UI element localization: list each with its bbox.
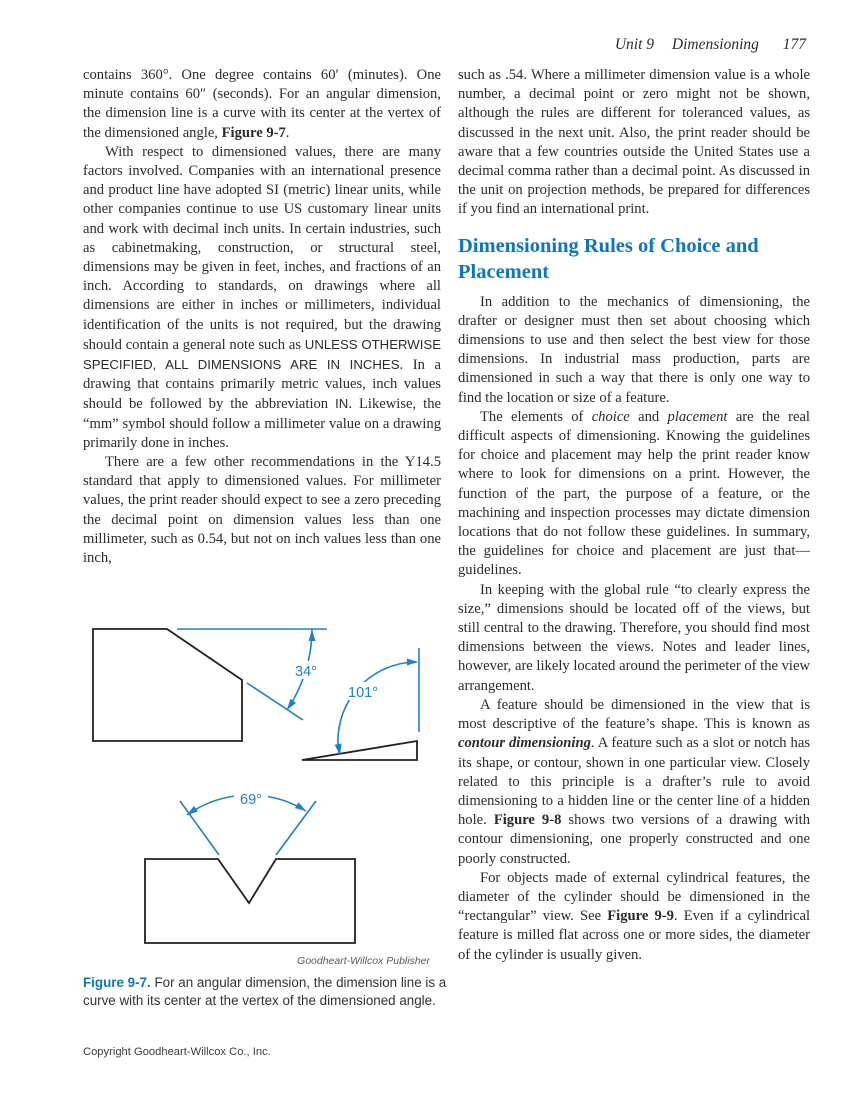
dimension-34-degrees [177, 629, 327, 720]
angle-label-34: 34° [295, 664, 317, 680]
figure-caption-text: For an angular dimension, the dimension line is a curve with its center at the vertex of the dimensioned angle. [83, 975, 447, 1008]
text-segment: placement [667, 408, 728, 425]
text-segment: . In a drawing that contains primarily metric values, inch values should be followed by the abbreviation [83, 357, 441, 413]
text-segment: . Likewise, the “mm” symbol should follow a millimeter value on a drawing primarily done in inches. [83, 396, 441, 451]
dimension-69-degrees [180, 789, 316, 855]
text-segment: A feature should be dimensioned in the view that is most descriptive of the feature’s shape. This is known as [458, 696, 810, 733]
text-segment: In keeping with the global rule “to clearly express the size,” dimensions should be located off of the views, but still central to the drawing. Therefore, you should find most dimensions between the views. Notes and leader lines, however, are likely located around the perimeter of the view arrangement. [458, 581, 810, 694]
arrowhead-icon [284, 699, 296, 712]
text-segment: . [285, 124, 290, 141]
page-number: 177 [782, 36, 806, 53]
text-segment: are the real difficult aspects of dimensioning. Knowing the guidelines for choice and placement may help the print reader know where to look for dimensions on a print. However, the function of the part, the purpose of a feature, or the machining and inspection processes may dictate dimension locations that do not follow these guidelines. In summary, the guidelines for choice and placement are just that—guidelines. [458, 408, 810, 579]
text-segment: . A feature such as a slot or notch has its shape, or contour, shown in one particular view. Closely related to this principle is a drafter’s rule to avoid dimensioning to a hidden line or the center line of a hidden hole. [458, 735, 810, 829]
text-segment: and [629, 408, 668, 425]
dimension-101-degrees [335, 648, 419, 756]
left-column [83, 66, 441, 568]
arrowhead-icon [295, 802, 308, 814]
text-segment: The elements of [480, 408, 592, 425]
text-segment: There are a few other recommendations in the Y14.5 standard that apply to dimensioned values. For millimeter values, the print reader should expect to see a zero preceding the decimal point on dimension values less than one millimeter, such as 0.54, but not on inch values less than one inch, [83, 454, 441, 567]
text-segment: contour dimensioning [458, 735, 591, 752]
figure-caption-label: Figure 9-7. [83, 975, 151, 990]
paragraph [83, 66, 441, 143]
paragraph [458, 293, 810, 408]
paragraph [83, 143, 441, 453]
text-segment: Figure 9-9 [607, 908, 674, 925]
running-head [0, 36, 806, 54]
text-segment: such as .54. Where a millimeter dimension value is a whole number, a decimal point or zero might not be shown, although the rules are different for toleranced values, as discussed in the next unit. Also, the print reader should be aware that a few countries outside the United States use a decimal comma rather than a decimal point. As discussed in the unit on projection methods, be prepared for differences if you find an international print. [458, 67, 810, 218]
section-heading: Dimensioning Rules of Choice and Placement [458, 234, 759, 283]
text-segment: choice [591, 408, 630, 425]
text-segment: In addition to the mechanics of dimensioning, the drafter or designer must then set about choosing which dimensions to use and then select the best view for those dimensions. In industrial mass production, parts are dimensioned in such a way that there is only one way to find the location or size of a feature. [458, 293, 810, 406]
paragraph [83, 453, 441, 568]
wedge-outline [302, 741, 417, 760]
angle-label-101: 101° [348, 685, 378, 701]
paragraph [458, 66, 810, 220]
publisher-credit: Goodheart-Willcox Publisher [297, 955, 430, 967]
unit-label: Unit 9 [614, 36, 655, 53]
copyright-line: Copyright Goodheart-Willcox Co., Inc. [83, 1046, 271, 1058]
text-segment: . Even if a cylindrical feature is milled flat across one or more sides, the diameter of the cylinder is usually given. [458, 908, 810, 963]
text-segment: UNLESS OTHERWISE SPECIFIED, ALL DIMENSIONS ARE IN INCHES [83, 336, 441, 373]
text-segment: contains 360°. One degree contains 60′ (minutes). One minute contains 60″ (seconds). For an angular dimension, the dimension line is a curve with its center at the vertex of the dimensioned angle, [83, 67, 441, 141]
arrowhead-icon [407, 659, 418, 666]
figure-caption [83, 974, 451, 1009]
notched-block-outline [145, 859, 355, 943]
paragraph [458, 408, 810, 581]
text-segment: IN [335, 396, 349, 412]
right-column-bottom [458, 293, 810, 965]
angle-label-69: 69° [240, 792, 262, 808]
right-column-top [458, 66, 810, 220]
text-segment: With respect to dimensioned values, there are many factors involved. Companies with an international presence and product line have adopted SI (metric) linear units, while other companies continue to use US customary linear units and work with decimal inch units. In certain industries, such as cabinetmaking, construction, or structural steel, dimensions may be given in feet, inches, and fractions of an inch. According to standards, on drawings where all dimensions are either in inches or millimeters, individual identification of the units is not required, but the drawing should contain a general note such as [83, 143, 441, 353]
chapter-title: Dimensioning [671, 36, 759, 53]
text-segment: Figure 9-7 [221, 124, 286, 141]
chamfered-block-outline [93, 629, 242, 741]
figure-9-7-drawing [83, 620, 445, 972]
text-segment: Figure 9-8 [493, 812, 562, 829]
right-column [458, 66, 810, 965]
paragraph [458, 696, 810, 869]
text-segment: shows two versions of a drawing with contour dimensioning, one properly constructed and one poorly constructed. [458, 812, 810, 867]
paragraph [458, 581, 810, 696]
paragraph [458, 869, 810, 965]
text-segment: For objects made of external cylindrical features, the diameter of the cylinder should be dimensioned in the “rectangular” view. See [458, 869, 810, 925]
arrowhead-icon [309, 630, 316, 641]
